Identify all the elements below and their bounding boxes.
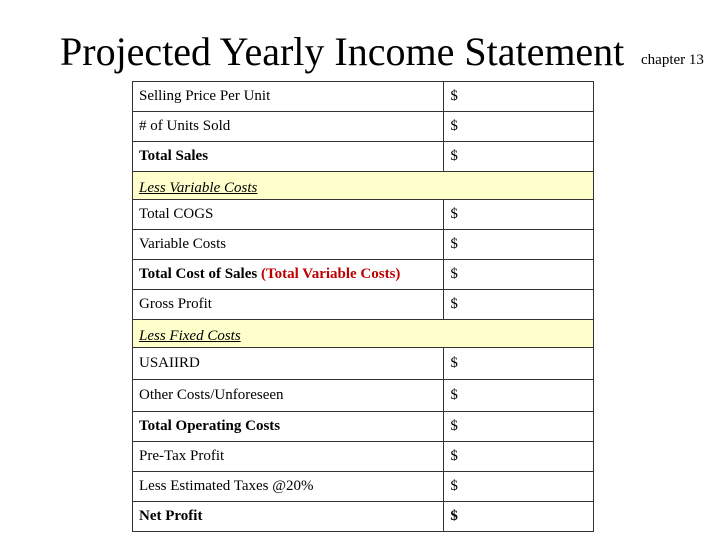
row-value: $ xyxy=(444,112,594,142)
table-row xyxy=(133,200,594,230)
row-value: $ xyxy=(444,142,594,172)
row-value: $ xyxy=(444,230,594,260)
chapter-label: chapter 13 xyxy=(641,52,704,68)
table-row xyxy=(133,442,594,472)
row-label: Other Costs/Unforeseen xyxy=(133,380,444,412)
row-value: $ xyxy=(444,380,594,412)
row-value: $ xyxy=(444,412,594,442)
table-row xyxy=(133,260,594,290)
table-row xyxy=(133,502,594,532)
row-label: Pre-Tax Profit xyxy=(133,442,444,472)
table-row xyxy=(133,290,594,320)
table-row xyxy=(133,142,594,172)
row-label: Selling Price Per Unit xyxy=(133,82,444,112)
table-row xyxy=(133,230,594,260)
row-value: $ xyxy=(444,472,594,502)
income-statement-table xyxy=(132,81,594,532)
row-value: $ xyxy=(444,200,594,230)
section-label: Less Variable Costs xyxy=(133,172,594,200)
row-label: USAIIRD xyxy=(133,348,444,380)
row-value: $ xyxy=(444,82,594,112)
table-row xyxy=(133,112,594,142)
table-row xyxy=(133,412,594,442)
row-value: $ xyxy=(444,260,594,290)
row-value: $ xyxy=(444,502,594,532)
row-value: $ xyxy=(444,290,594,320)
table-row xyxy=(133,348,594,380)
row-label: Less Estimated Taxes @20% xyxy=(133,472,444,502)
table-row xyxy=(133,472,594,502)
section-header-row xyxy=(133,320,594,348)
row-label: Gross Profit xyxy=(133,290,444,320)
row-label: Total Operating Costs xyxy=(133,412,444,442)
row-label: Variable Costs xyxy=(133,230,444,260)
row-value: $ xyxy=(444,442,594,472)
row-label: # of Units Sold xyxy=(133,112,444,142)
table-row xyxy=(133,380,594,412)
section-header-row xyxy=(133,172,594,200)
row-label-note: (Total Variable Costs) xyxy=(260,266,401,282)
row-label: Total Cost of Sales xyxy=(139,266,258,282)
row-label: Net Profit xyxy=(133,502,444,532)
section-label: Less Fixed Costs xyxy=(133,320,594,348)
row-label: Total COGS xyxy=(133,200,444,230)
page-title: Projected Yearly Income Statement xyxy=(60,29,625,74)
row-label-cell xyxy=(133,260,444,290)
table-row xyxy=(133,82,594,112)
row-label: Total Sales xyxy=(133,142,444,172)
row-value: $ xyxy=(444,348,594,380)
